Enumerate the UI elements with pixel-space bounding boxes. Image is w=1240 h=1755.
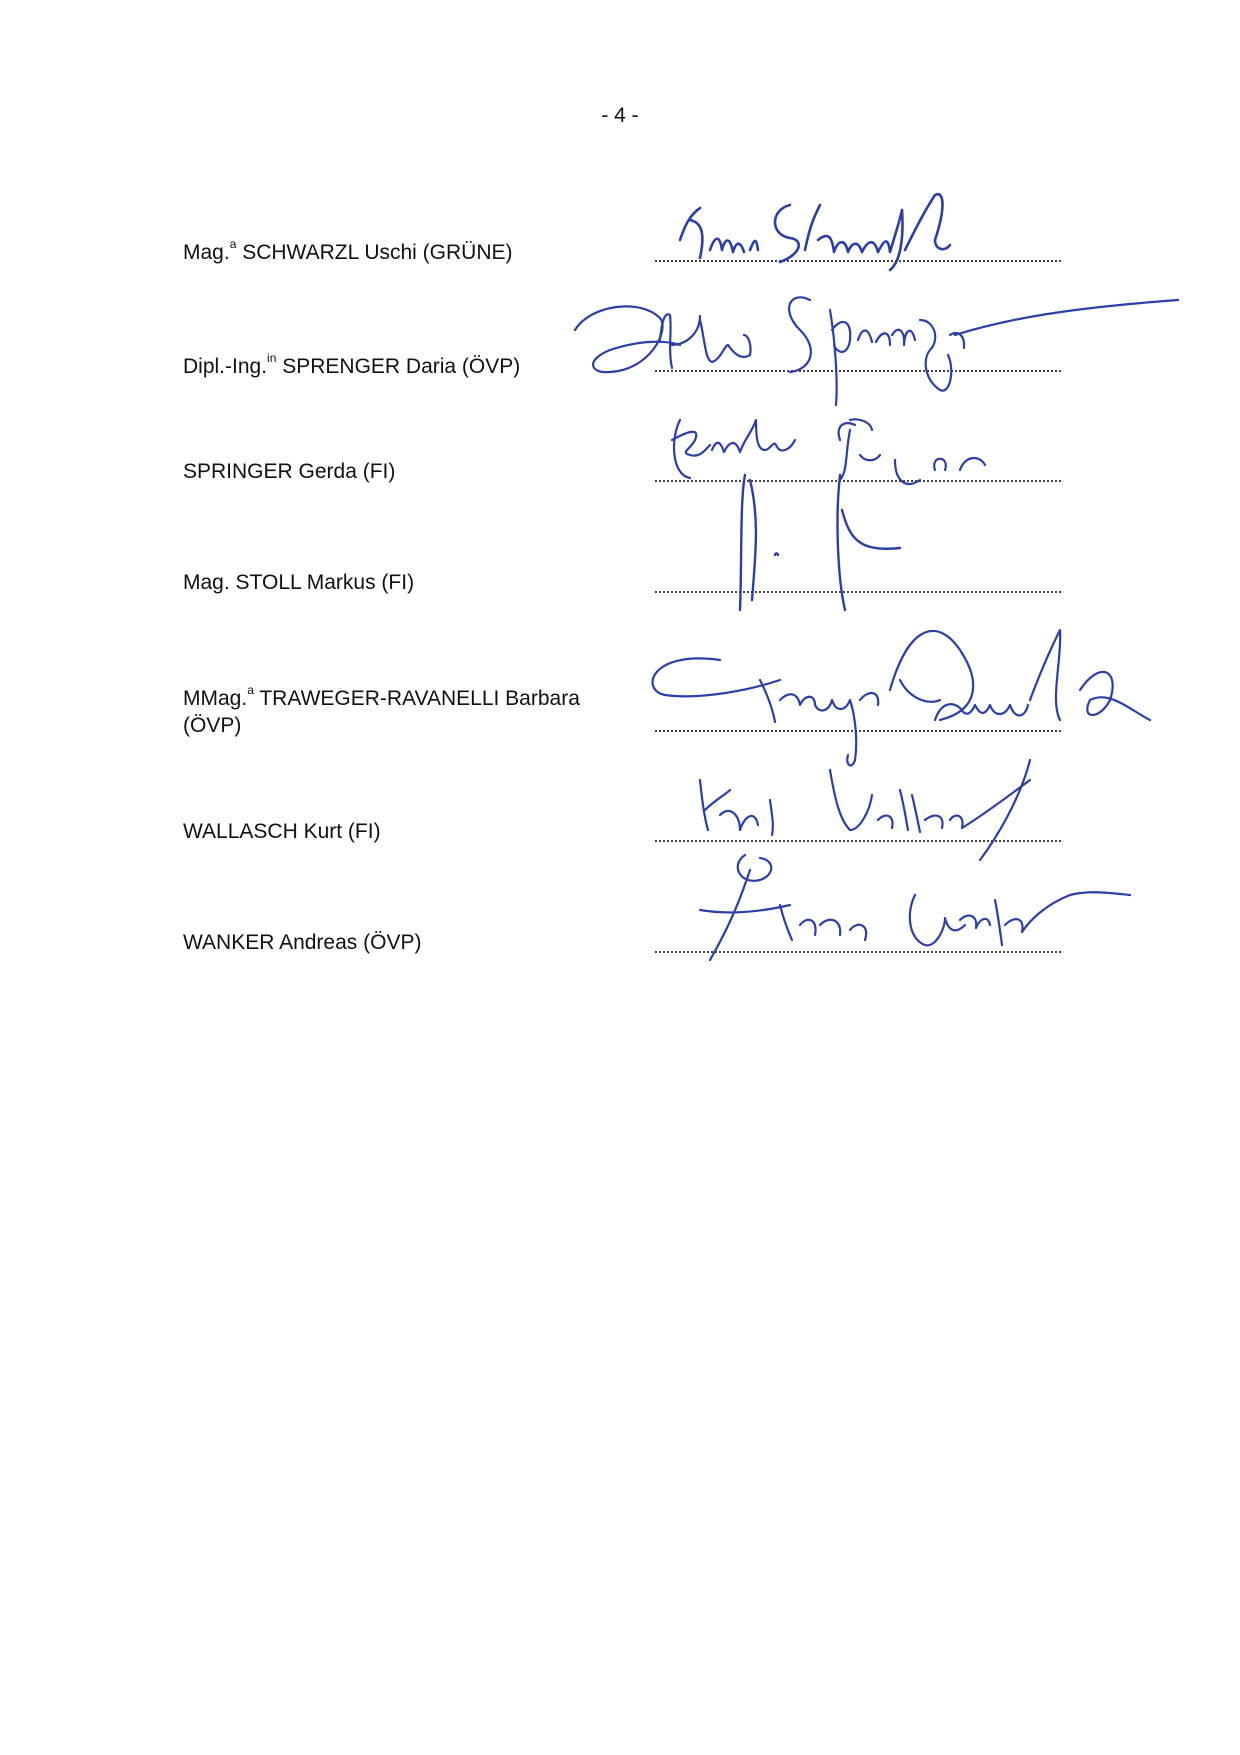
person-name: STOLL Markus (FI) — [235, 571, 415, 594]
signature-line — [655, 949, 1061, 953]
person-name: SPRINGER Gerda (FI) — [183, 460, 396, 483]
signature-line — [655, 589, 1061, 593]
person-name: TRAWEGER-RAVANELLI Barbara (ÖVP) — [183, 687, 580, 737]
signatory-row — [183, 234, 1063, 304]
signature-line — [655, 838, 1061, 842]
person-name: SPRENGER Daria (ÖVP) — [282, 355, 521, 378]
signatory-name — [183, 234, 633, 266]
academic-title: Dipl.-Ing. — [183, 355, 268, 378]
signature-line — [655, 368, 1061, 372]
signatory-name — [183, 348, 633, 380]
signatory-row — [183, 348, 1063, 418]
academic-title: MMag. — [183, 687, 248, 710]
signatory-row — [183, 569, 1063, 639]
signature-line — [655, 728, 1061, 732]
signatory-row — [183, 818, 1063, 888]
signatory-name — [183, 569, 633, 596]
signatory-name — [183, 818, 633, 845]
academic-title: Mag. — [183, 241, 230, 264]
person-name: WALLASCH Kurt (FI) — [183, 820, 381, 843]
title-superscript: a — [247, 683, 254, 697]
person-name: SCHWARZL Uschi (GRÜNE) — [242, 241, 513, 264]
signatory-row — [183, 929, 1063, 999]
academic-title: Mag. — [183, 571, 230, 594]
signature-line — [655, 478, 1061, 482]
signature-line — [655, 258, 1061, 262]
signatory-name — [183, 458, 633, 485]
title-superscript: in — [267, 351, 277, 365]
signatory-name — [183, 929, 633, 956]
signatory-name — [183, 680, 633, 739]
person-name: WANKER Andreas (ÖVP) — [183, 931, 422, 954]
signatory-row — [183, 458, 1063, 528]
title-superscript: a — [229, 237, 237, 251]
signatory-row — [183, 680, 1063, 750]
page-number: - 4 - — [601, 104, 639, 127]
